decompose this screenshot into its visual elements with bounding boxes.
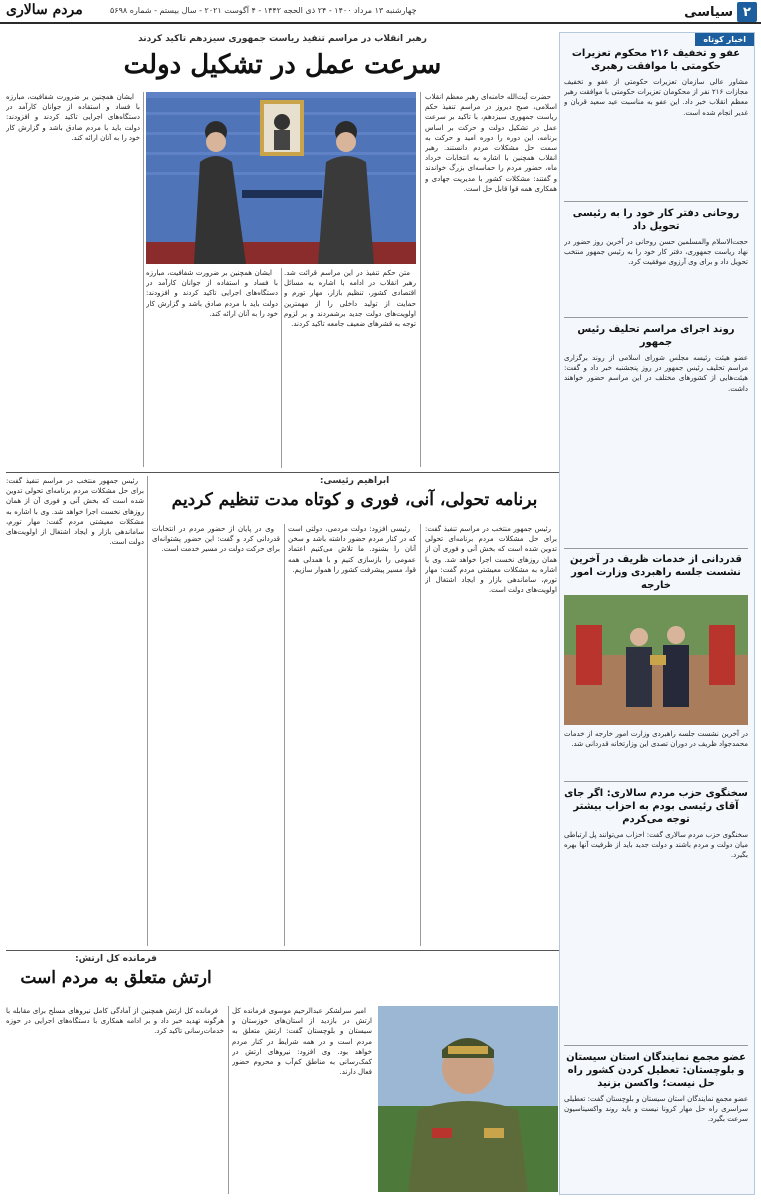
- second-paragraph: رئیس جمهور منتخب در مراسم تنفیذ گفت: برای حل مشکلات مردم برنامه‌ای تحولی تدوین شده است که بخش آنی و فوری آن از همان روزهای نخست اجرا خواهد شد. وی با اشاره به مشکلات معیشتی مردم گفت: مهار تورم، ساماندهی بازار و ایجاد اشتغال از اولویت‌های دولت است.: [425, 525, 557, 595]
- lead-ceremony-photo: [146, 92, 416, 264]
- brief-body: عضو مجمع نمایندگان استان سیستان و بلوچستان گفت: تعطیلی سراسری راه حل مهار کرونا نیست و باید روند واکسیناسیون سرعت بگیرد.: [564, 1095, 748, 1124]
- lead-paragraph: ایشان همچنین بر ضرورت شفافیت، مبارزه با فساد و استفاده از جوانان کارآمد در دستگاه‌های اجرایی تاکید کردند و افزودند: دولت باید با مردم صادق باشد و گزارش کار خود را به آنان ارائه کند.: [6, 93, 140, 142]
- brief-item: [564, 323, 748, 543]
- lead-paragraph: حضرت آیت‌الله خامنه‌ای رهبر معظم انقلاب اسلامی، صبح دیروز در مراسم تنفیذ حکم ریاست جمهوری سیزدهم، با تاکید بر سرعت عمل در تشکیل دولت و حرکت بر اساس برنامه، این دوره را دوره امید و حرکت به سمت حل مشکلات مردم دانستند. رهبر انقلاب همچنین با اشاره به انتخابات خرداد ماه، حضور مردم را حماسه‌ای بزرگ خواندند و گفتند: مشکلات کشور با مدیریت جهادی و همکاری همه قوا قابل حل است.: [425, 93, 557, 193]
- page-header: [0, 0, 761, 24]
- army-paragraph: امیر سرلشکر عبدالرحیم موسوی فرمانده کل ارتش در بازدید از استان‌های خوزستان و سیستان و بلوچستان گفت: ارتش متعلق به مردم است و در همه شرایط در کنار مردم خواهد بود. وی افزود: نیروهای ارتش در کمک‌رسانی به مناطق کم‌آب و محروم حضور فعال دارند.: [232, 1007, 372, 1077]
- lead-story-header: [6, 30, 559, 90]
- brief-headline[interactable]: عضو مجمع نمایندگان استان سیستان و بلوچستان: تعطیل کردن کشور راه حل نیست؛ واکسن بزنید: [566, 1052, 746, 1089]
- brief-body: در آخرین نشست جلسه راهبردی وزارت امور خارجه از خدمات محمدجواد ظریف در دوران تصدی این وزارتخانه قدردانی شد.: [564, 730, 748, 749]
- lead-body-column: [425, 92, 557, 467]
- brief-item: [564, 207, 748, 313]
- dateline: چهارشنبه ۱۳ مرداد ۱۴۰۰ - ۲۴ ذی الحجه ۱۴۴۲ - ۴ آگوست ۲۰۲۱ - سال بیستم - شماره ۵۶۹۸: [110, 6, 417, 15]
- lead-body-column: [6, 92, 140, 467]
- section-name: سیاسی: [684, 4, 733, 20]
- lead-kicker: رهبر انقلاب در مراسم تنفیذ ریاست جمهوری سیزدهم تاکید کردند: [138, 34, 427, 44]
- brief-item: [564, 553, 748, 593]
- army-body-column: [232, 1006, 372, 1194]
- page-number: ۲: [737, 2, 757, 22]
- brief-headline[interactable]: روند اجرای مراسم تحلیف رئیس جمهور: [577, 324, 735, 348]
- army-commander-illustration: [378, 1006, 558, 1192]
- second-body-column: [6, 476, 144, 946]
- lead-paragraph: متن حکم تنفیذ در این مراسم قرائت شد. رهبر انقلاب در ادامه با اشاره به مسائل اقتصادی کشور، تنظیم بازار، مهار تورم و حمایت از تولید داخلی را از مهمترین اولویت‌های دولت جدید برشمردند و بر لزوم توجه به قشرهای ضعیف جامعه تاکید کردند.: [284, 269, 416, 329]
- army-body-column: [6, 1006, 224, 1194]
- brief-body: مشاور عالی سازمان تعزیرات حکومتی از عفو و تخفیف مجازات ۲۱۶ نفر از محکومان تعزیرات حکومتی با موافقت رهبر معظم انقلاب خبر داد. این عفو به مناسبت عید سعید قربان و غدیر انجام شده است.: [564, 78, 748, 117]
- second-paragraph: وی در پایان از حضور مردم در انتخابات قدردانی کرد و گفت: این حضور پشتوانه‌ای برای حرکت دولت در مسیر خدمت است.: [152, 525, 280, 554]
- army-paragraph: فرمانده کل ارتش همچنین از آمادگی کامل نیروهای مسلح برای مقابله با هرگونه تهدید خبر داد و بر ادامه همکاری با دستگاه‌های اجرایی در حوزه خدمات‌رسانی تاکید کرد.: [6, 1007, 224, 1036]
- second-body-column: [152, 524, 280, 946]
- lead-ceremony-illustration: [146, 92, 416, 264]
- lead-body-column: [284, 268, 416, 468]
- lead-paragraph: ایشان همچنین بر ضرورت شفافیت، مبارزه با فساد و استفاده از جوانان کارآمد در دستگاه‌های اجرایی تاکید کردند و افزودند: دولت باید با مردم صادق باشد و گزارش کار خود را به آنان ارائه کند.: [146, 269, 278, 318]
- second-body-column: [425, 524, 557, 946]
- brief-item: [564, 1051, 748, 1191]
- brief-body: عضو هیئت رئیسه مجلس شورای اسلامی از روند برگزاری مراسم تحلیف رئیس جمهور در روز پنجشنبه خبر داد و گفت: هیئت‌هایی از کشورهای مختلف در این مراسم حضور خواهند داشت.: [564, 354, 748, 393]
- army-kicker: فرمانده کل ارتش:: [75, 954, 157, 964]
- brief-headline[interactable]: عفو و تخفیف ۲۱۶ محکوم تعزیرات حکومتی با موافقت رهبری: [571, 48, 741, 72]
- ministry-ceremony-illustration: [564, 595, 748, 725]
- news-brief-sidebar: [559, 32, 755, 1195]
- second-headline[interactable]: برنامه تحولی، آنی، فوری و کوتاه مدت تنظیم کردیم: [171, 490, 538, 510]
- page-number-block: [684, 2, 757, 22]
- brief-body: سخنگوی حزب مردم سالاری گفت: احزاب می‌توانند پل ارتباطی میان دولت و مردم باشند و دولت جدید باید از ظرفیت آنها بهره بگیرد.: [564, 831, 748, 860]
- second-body-column: [288, 524, 416, 946]
- lead-body-column: [146, 268, 278, 468]
- masthead-logo: مردم سالاری: [6, 2, 83, 18]
- brief-item: [564, 787, 748, 1037]
- brief-headline[interactable]: سخنگوی حزب مردم سالاری: اگر جای آقای رئیسی بودم به احزاب بیشتر توجه می‌کردم: [564, 788, 748, 825]
- brief-item: [564, 47, 748, 197]
- second-story-header: [150, 476, 559, 520]
- brief-body: حجت‌الاسلام والمسلمین حسن روحانی در آخرین روز حضور در نهاد ریاست جمهوری، دفتر کار خود را به رئیس جمهور منتخب تحویل داد و برای وی آرزوی موفقیت کرد.: [564, 238, 748, 267]
- brief-headline[interactable]: قدردانی از خدمات ظریف در آخرین نشست جلسه راهبردی وزارت امور خارجه: [570, 554, 742, 591]
- second-kicker: ابراهیم رئیسی:: [319, 476, 390, 486]
- second-paragraph: رئیس جمهور منتخب در مراسم تنفیذ گفت: برای حل مشکلات مردم برنامه‌ای تحولی تدوین شده است که بخش آنی و فوری آن از همان روزهای نخست اجرا خواهد شد. وی با اشاره به مشکلات معیشتی مردم گفت: مهار تورم، ساماندهی بازار و ایجاد اشتغال از اولویت‌های دولت است.: [6, 477, 144, 547]
- brief-headline[interactable]: روحانی دفتر کار خود را به رئیسی تحویل داد: [572, 208, 740, 232]
- lead-headline[interactable]: سرعت عمل در تشکیل دولت: [123, 50, 442, 80]
- ministry-ceremony-photo: [564, 595, 748, 725]
- army-story-header: [6, 954, 226, 1004]
- army-commander-photo: [378, 1006, 558, 1192]
- second-paragraph: رئیسی افزود: دولت مردمی، دولتی است که در کنار مردم حضور داشته باشد و سخن آنان را بشنود. ما تلاش می‌کنیم اعتماد عمومی را بازسازی کنیم و با همدلی همه قوا، مسیر پیشرفت کشور را هموار سازیم.: [288, 525, 416, 574]
- army-headline[interactable]: ارتش متعلق به مردم است: [20, 968, 212, 988]
- sidebar-tag: اخبار کوتاه: [695, 33, 754, 46]
